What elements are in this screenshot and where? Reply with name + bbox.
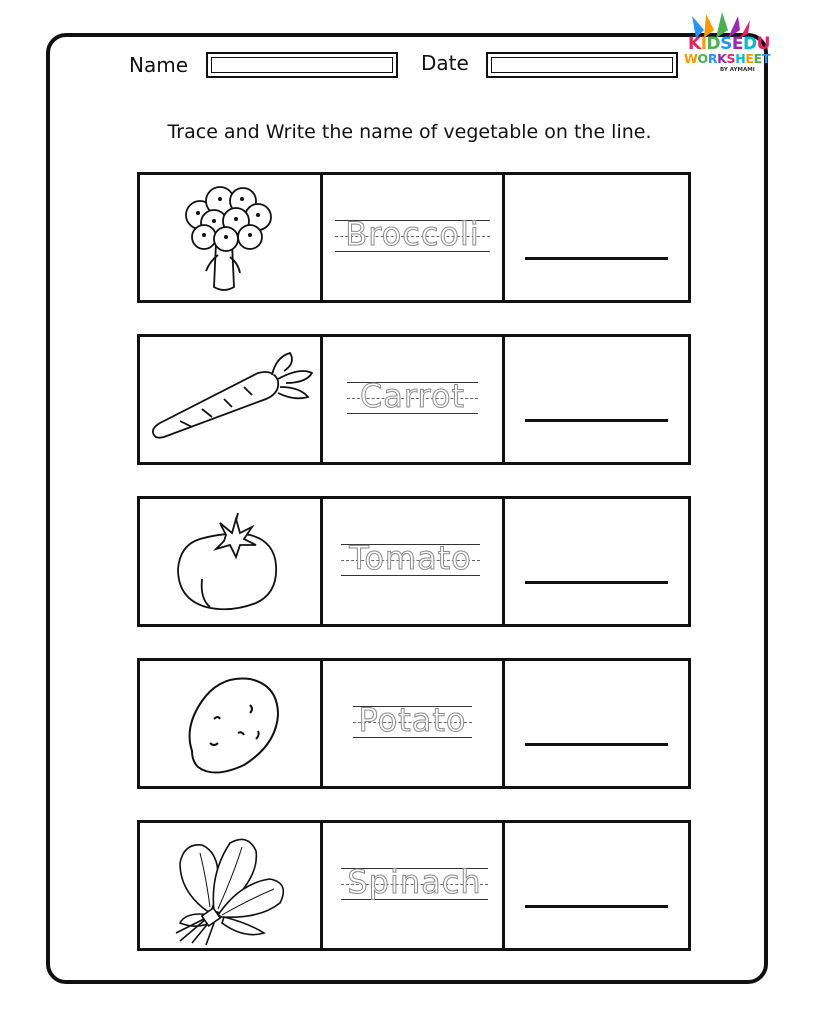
trace-cell	[323, 175, 505, 300]
vegetable-image-cell	[140, 175, 323, 300]
trace-cell	[323, 337, 505, 462]
trace-guide	[335, 217, 490, 257]
trace-guide	[341, 865, 488, 905]
broccoli-icon	[140, 175, 320, 300]
write-cell[interactable]	[505, 337, 688, 462]
write-line	[525, 419, 668, 422]
vegetable-image-cell	[140, 337, 323, 462]
vegetable-row	[137, 496, 691, 627]
trace-cell	[323, 661, 505, 786]
write-line	[525, 743, 668, 746]
write-cell[interactable]	[505, 661, 688, 786]
name-field[interactable]	[206, 52, 398, 78]
write-line	[525, 257, 668, 260]
logo-byline: BY AYMAMI	[720, 67, 755, 73]
name-label: Name	[129, 53, 189, 77]
trace-word: Spinach	[347, 863, 482, 901]
vegetable-row	[137, 820, 691, 951]
trace-guide	[347, 379, 478, 419]
vegetable-image-cell	[140, 823, 323, 948]
write-line	[525, 581, 668, 584]
write-cell[interactable]	[505, 823, 688, 948]
tomato-icon	[140, 499, 320, 624]
spinach-icon	[140, 823, 320, 948]
vegetable-row	[137, 334, 691, 465]
write-cell[interactable]	[505, 499, 688, 624]
trace-word: Carrot	[359, 377, 466, 415]
vegetable-row	[137, 658, 691, 789]
trace-word: Broccoli	[345, 215, 480, 253]
instructions: Trace and Write the name of vegetable on the line.	[167, 121, 652, 143]
trace-guide	[353, 703, 472, 743]
vegetable-image-cell	[140, 499, 323, 624]
carrot-icon	[140, 337, 320, 462]
trace-word: Tomato	[349, 539, 472, 577]
potato-icon	[140, 661, 320, 786]
trace-word: Potato	[358, 701, 467, 739]
trace-cell	[323, 823, 505, 948]
logo-text-kidsedu: KIDSEDU	[688, 34, 770, 54]
trace-cell	[323, 499, 505, 624]
vegetable-row	[137, 172, 691, 303]
logo-text-worksheet: WORKSHEET	[684, 51, 771, 66]
write-line	[525, 905, 668, 908]
kidsedu-logo	[682, 12, 774, 78]
write-cell[interactable]	[505, 175, 688, 300]
trace-guide	[341, 541, 480, 581]
date-label: Date	[421, 51, 469, 75]
date-field[interactable]	[486, 52, 678, 78]
vegetable-image-cell	[140, 661, 323, 786]
